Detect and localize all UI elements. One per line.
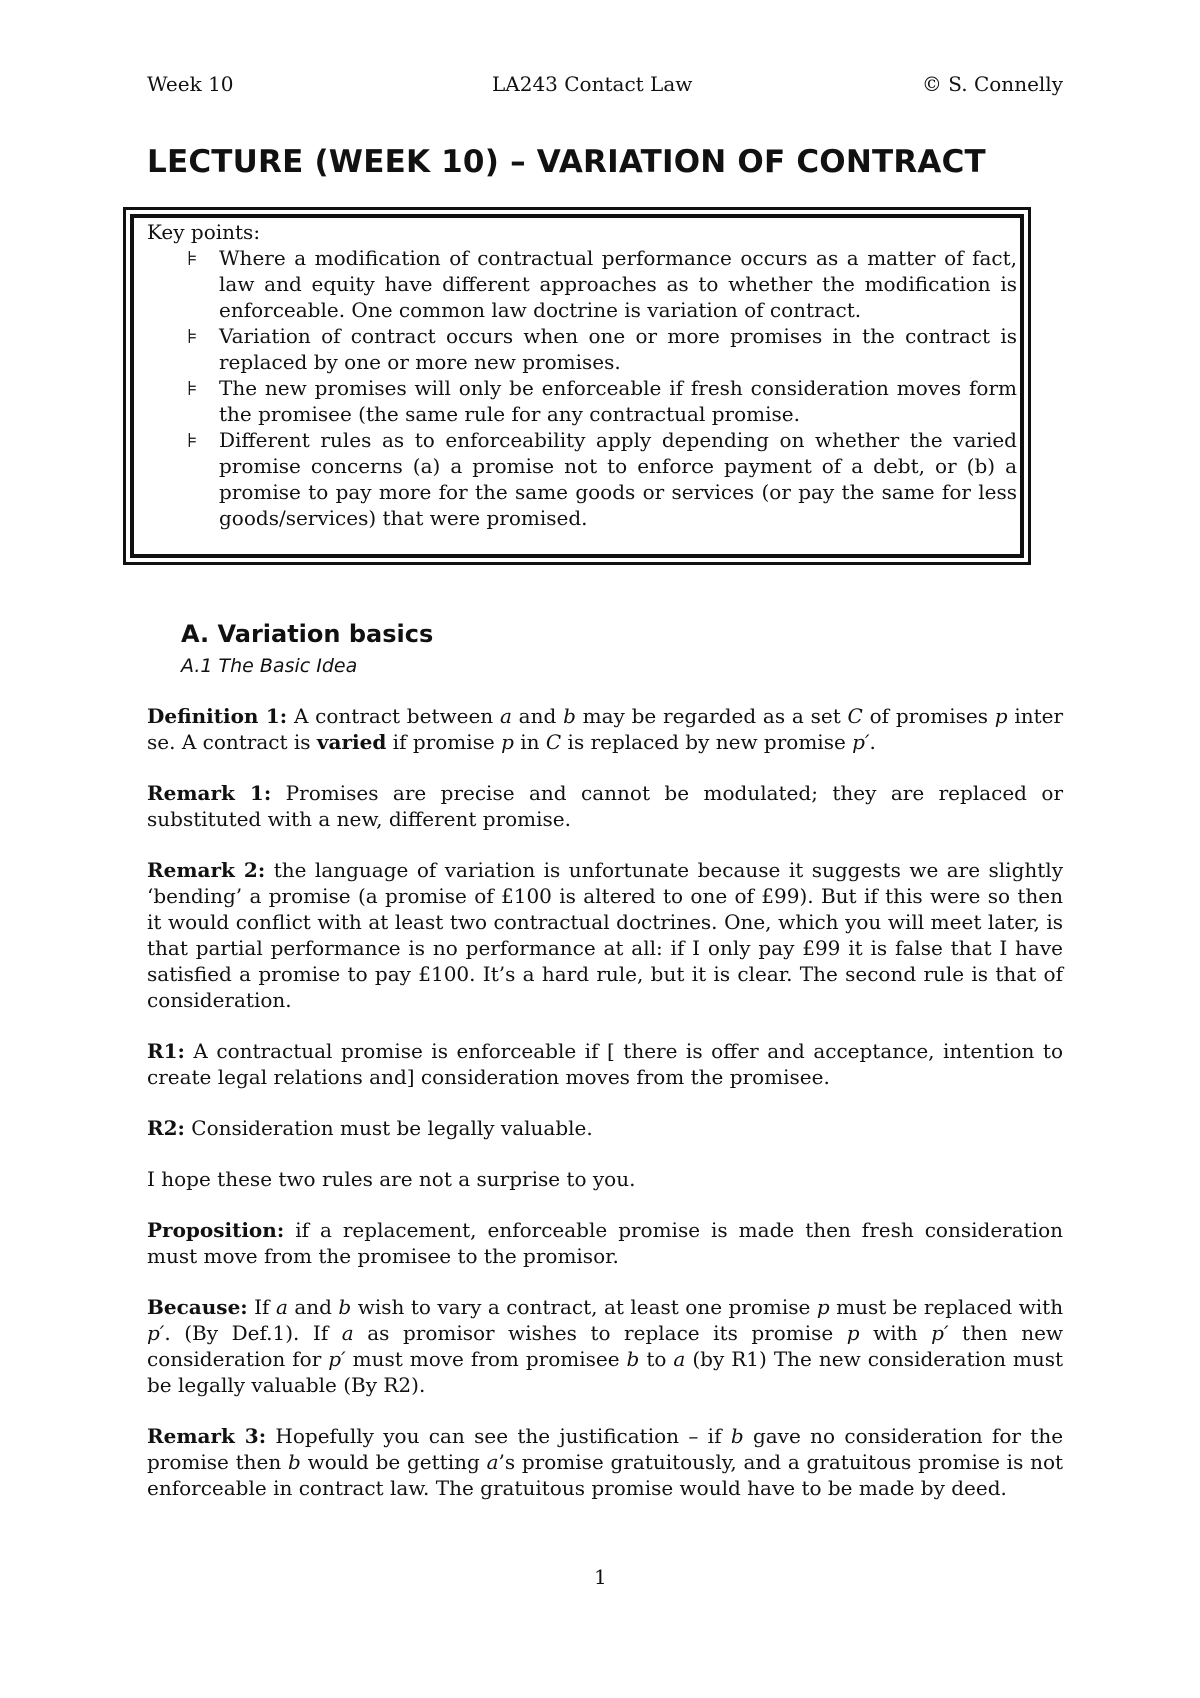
text-run: . <box>869 730 876 754</box>
variable: p <box>501 730 514 754</box>
text-run: as promisor wishes to replace its promise <box>367 1321 834 1345</box>
text-run: A contractual promise is enforceable if [ there is offer and acceptance, intention to create legal relations and] consideration moves from the promisee. <box>147 1039 1063 1089</box>
key-point-text: Different rules as to enforceability apply depending on whether the varied promise concerns (a) a promise not to enforce payment of a debt, or (b) a promise to pay more for the same goods or services (or pay the same for less goods/services) that were promised. <box>219 428 1017 530</box>
text-run: is replaced by new promise <box>567 730 846 754</box>
text-run: Hopefully you can see the justification – if <box>275 1424 722 1448</box>
variable: p <box>994 704 1008 728</box>
text-run: would be getting <box>307 1450 480 1474</box>
key-points-content <box>147 219 1017 531</box>
rule-1-label: R1: <box>147 1039 185 1063</box>
bullet-icon: ⊧ <box>187 376 198 400</box>
section-heading: A. Variation basics <box>181 620 434 648</box>
variable: a <box>499 704 512 728</box>
key-point-text: Variation of contract occurs when one or more promises in the contract is replaced by one or more new promises. <box>219 324 1017 374</box>
document-body <box>147 703 1063 1526</box>
text-run: if a replacement, enforceable promise is made then fresh consideration must move from the promisee to the promisor. <box>147 1218 1063 1268</box>
variable: b <box>288 1450 301 1474</box>
definition-1-label: Definition 1: <box>147 704 288 728</box>
variable: p′ <box>147 1321 165 1345</box>
variable: a <box>275 1295 288 1319</box>
text-run: Consideration must be legally valuable. <box>191 1116 593 1140</box>
variable: b <box>626 1347 640 1371</box>
text-run: and <box>518 704 557 728</box>
text-run: must be replaced with <box>836 1295 1064 1319</box>
header-course: LA243 Contact Law <box>492 72 693 96</box>
remark-3-paragraph <box>147 1423 1063 1501</box>
text-run: must move from promisee <box>352 1347 620 1371</box>
text-run: A contract between <box>293 704 494 728</box>
key-point-item <box>147 245 1017 323</box>
variable: a <box>673 1347 686 1371</box>
rule-1-paragraph <box>147 1038 1063 1090</box>
proposition-paragraph <box>147 1217 1063 1269</box>
rule-2-paragraph <box>147 1115 1063 1141</box>
variable: p′ <box>852 730 870 754</box>
variable: a <box>486 1450 499 1474</box>
page-number: 1 <box>594 1565 607 1589</box>
remark-1-label: Remark 1: <box>147 781 272 805</box>
text-run: if promise <box>392 730 495 754</box>
text-run: to <box>646 1347 667 1371</box>
hope-paragraph: I hope these two rules are not a surprise to you. <box>147 1167 636 1191</box>
variable: C <box>545 730 562 754</box>
remark-1-paragraph <box>147 780 1063 832</box>
text-run: If <box>254 1295 270 1319</box>
text-run: may be regarded as a set <box>582 704 841 728</box>
remark-2-paragraph <box>147 857 1063 1013</box>
variable: a <box>341 1321 354 1345</box>
text-run: (by R1) The new consideration must be legally valuable (By R2). <box>147 1347 1064 1397</box>
text-run: wish to vary a contract, at least one promise <box>357 1295 811 1319</box>
text-run: . (By Def.1). If <box>164 1321 329 1345</box>
key-point-text: The new promises will only be enforceable if fresh consideration moves form the promisee (the same rule for any contractual promise. <box>219 376 1017 426</box>
emphasis-varied: varied <box>316 730 387 754</box>
text-run: the language of variation is unfortunate because it suggests we are slightly ‘bending’ a promise (a promise of £100 is altered to one of £99). But if this were so then it would conflict with at least two contractual doctrines. One, which you will meet later, is that partial performance is no performance at all: if I only pay £99 it is false that I have satisfied a promise to pay £100. It’s a hard rule, but it is clear. The second rule is that of consideration. <box>147 858 1063 1012</box>
bullet-icon: ⊧ <box>187 428 198 452</box>
key-point-text: Where a modification of contractual performance occurs as a matter of fact, law and equity have different approaches as to whether the modification is enforceable. One common law doctrine is variation of contract. <box>219 246 1017 322</box>
because-paragraph <box>147 1294 1063 1398</box>
text-run: with <box>873 1321 918 1345</box>
page-header <box>147 72 1063 102</box>
text-run: gave no consideration for the promise then <box>147 1424 1064 1474</box>
remark-2-label: Remark 2: <box>147 858 266 882</box>
key-points-list <box>147 245 1017 531</box>
header-author: © S. Connelly <box>921 72 1063 96</box>
text-run: inter se. A contract is <box>147 704 1064 754</box>
rule-2-label: R2: <box>147 1116 185 1140</box>
text-run: of promises <box>869 704 988 728</box>
section-subheading: A.1 The Basic Idea <box>181 655 358 677</box>
variable: b <box>338 1295 352 1319</box>
text-run: Promises are precise and cannot be modulated; they are replaced or substituted with a new, different promise. <box>147 781 1064 831</box>
bullet-icon: ⊧ <box>187 324 198 348</box>
definition-1-paragraph <box>147 703 1063 755</box>
key-points-label: Key points: <box>147 220 261 244</box>
key-point-item <box>147 375 1017 427</box>
text-run: ’s promise gratuitously, and a gratuitous promise is not enforceable in contract law. The gratuitous promise would have to be made by deed. <box>147 1450 1064 1500</box>
bullet-icon: ⊧ <box>187 246 198 270</box>
text-run: in <box>520 730 540 754</box>
key-point-item <box>147 427 1017 531</box>
text-run: then new consideration for <box>147 1321 1064 1371</box>
variable: C <box>847 704 863 728</box>
proposition-label: Proposition: <box>147 1218 285 1242</box>
variable: b <box>563 704 576 728</box>
variable: p <box>846 1321 860 1345</box>
variable: b <box>730 1424 744 1448</box>
header-week: Week 10 <box>147 72 234 96</box>
variable: p <box>816 1295 830 1319</box>
variable: p′ <box>931 1321 949 1345</box>
text-run: and <box>294 1295 332 1319</box>
remark-3-label: Remark 3: <box>147 1424 267 1448</box>
key-point-item <box>147 323 1017 375</box>
lecture-title: LECTURE (WEEK 10) – VARIATION OF CONTRACT <box>147 144 986 180</box>
because-label: Because: <box>147 1295 248 1319</box>
variable: p′ <box>328 1347 346 1371</box>
